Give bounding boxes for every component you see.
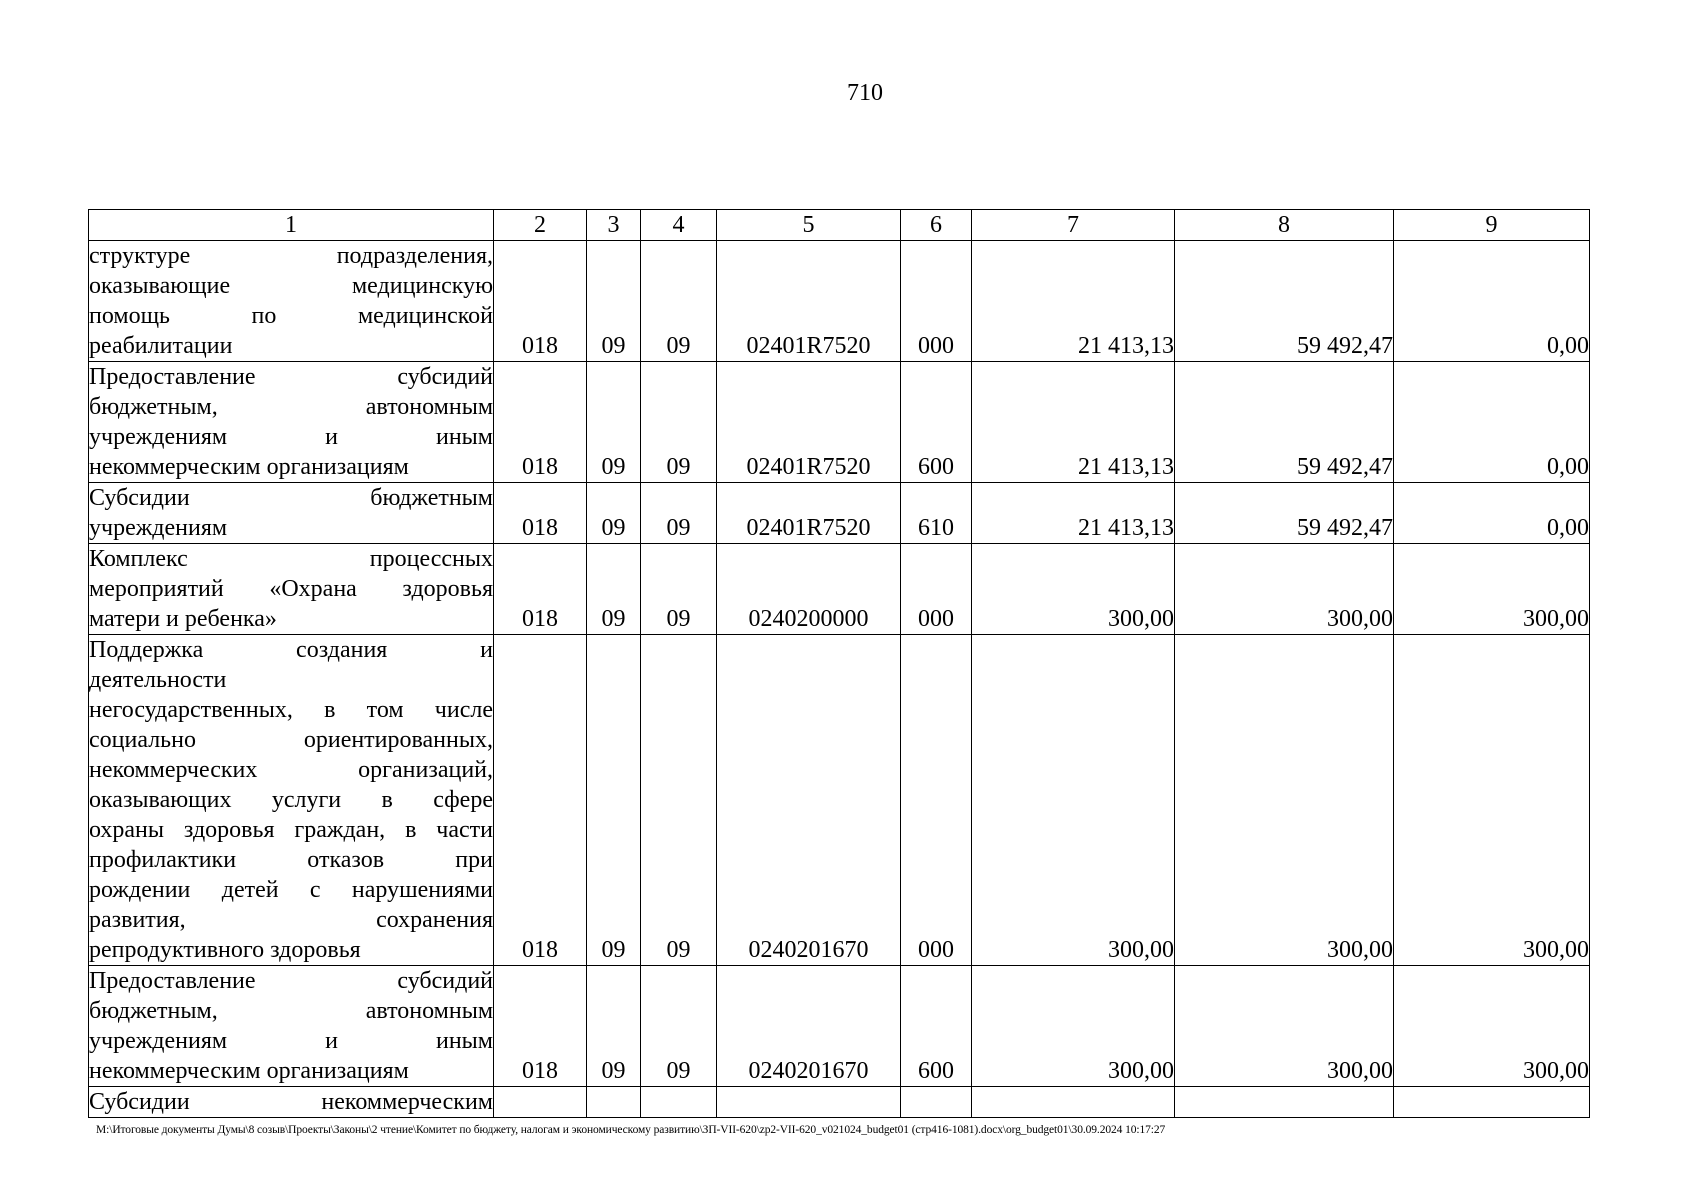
header-row: [89, 210, 1590, 241]
expense-type-cell: 000: [901, 635, 972, 966]
amount-cell: 300,00: [1394, 635, 1590, 966]
row-name-line: учреждениям: [89, 515, 228, 541]
row-name-line: некоммерческим организациям: [89, 454, 409, 480]
row-name-line: оказывающих услуги в сфере: [89, 787, 493, 813]
column-header: 8: [1175, 210, 1394, 241]
table-row: [89, 635, 1590, 966]
table-row: [89, 362, 1590, 483]
amount-cell: 21 413,13: [972, 362, 1175, 483]
expense-type-cell: 000: [901, 544, 972, 635]
table-row: [89, 483, 1590, 544]
row-name-line: помощь по медицинской: [89, 303, 493, 329]
row-name-line: бюджетным, автономным: [89, 394, 493, 420]
row-name-line: Поддержка создания и: [89, 637, 493, 663]
row-name-line: учреждениям и иным: [89, 1028, 493, 1054]
empty-cell: [901, 1087, 972, 1118]
amount-cell: 0,00: [1394, 483, 1590, 544]
column-header: 6: [901, 210, 972, 241]
row-name-line: бюджетным, автономным: [89, 998, 493, 1024]
target-article-cell: 0240200000: [717, 544, 901, 635]
admin-code-cell: 018: [494, 241, 587, 362]
column-header: 1: [89, 210, 494, 241]
row-name-line: матери и ребенка»: [89, 606, 277, 632]
section-code-cell: 09: [587, 362, 641, 483]
column-header: 5: [717, 210, 901, 241]
empty-cell: [641, 1087, 717, 1118]
row-name-line: охраны здоровья граждан, в части: [89, 817, 493, 843]
page-number: 710: [847, 80, 883, 106]
row-name-line: некоммерческим организациям: [89, 1058, 409, 1084]
column-header: 9: [1394, 210, 1590, 241]
subsection-code-cell: 09: [641, 966, 717, 1087]
table-row: [89, 1087, 1590, 1118]
row-name-cell: [89, 362, 494, 483]
admin-code-cell: 018: [494, 483, 587, 544]
empty-cell: [587, 1087, 641, 1118]
file-path-footer: M:\Итоговые документы Думы\8 созыв\Проекты\Законы\2 чтение\Комитет по бюджету, налогам и экономическому развитию\ЗП-VII-620\zp2-VII-620_v021024_budget01 (стр416-1081).docx\org_budget01\30.09.2024 10:17:27: [96, 1124, 1166, 1136]
row-name-cell: [89, 241, 494, 362]
subsection-code-cell: 09: [641, 362, 717, 483]
amount-cell: 300,00: [1175, 966, 1394, 1087]
amount-cell: 59 492,47: [1175, 241, 1394, 362]
amount-cell: 59 492,47: [1175, 483, 1394, 544]
row-name-line: негосударственных, в том числе: [89, 697, 493, 723]
row-name-line: Комплекс процессных: [89, 546, 493, 572]
section-code-cell: 09: [587, 635, 641, 966]
row-name-cell: Субсидии некоммерческим: [89, 1087, 494, 1118]
empty-cell: [494, 1087, 587, 1118]
empty-cell: [972, 1087, 1175, 1118]
empty-cell: [717, 1087, 901, 1118]
row-name-line: оказывающие медицинскую: [89, 273, 493, 299]
expense-type-cell: 610: [901, 483, 972, 544]
section-code-cell: 09: [587, 544, 641, 635]
section-code-cell: 09: [587, 483, 641, 544]
target-article-cell: 02401R7520: [717, 241, 901, 362]
table-row: [89, 966, 1590, 1087]
table-row: [89, 544, 1590, 635]
row-name-line: некоммерческих организаций,: [89, 757, 493, 783]
row-name-line: учреждениям и иным: [89, 424, 493, 450]
table-row: [89, 241, 1590, 362]
subsection-code-cell: 09: [641, 241, 717, 362]
column-header: 4: [641, 210, 717, 241]
amount-cell: 59 492,47: [1175, 362, 1394, 483]
row-name-line: социально ориентированных,: [89, 727, 493, 753]
row-name-cell: [89, 966, 494, 1087]
expense-type-cell: 600: [901, 362, 972, 483]
amount-cell: 300,00: [972, 544, 1175, 635]
admin-code-cell: 018: [494, 966, 587, 1087]
row-name-line: Предоставление субсидий: [89, 968, 493, 994]
empty-cell: [1175, 1087, 1394, 1118]
amount-cell: 21 413,13: [972, 241, 1175, 362]
admin-code-cell: 018: [494, 362, 587, 483]
row-name-line: структуре подразделения,: [89, 243, 493, 269]
row-name-line: репродуктивного здоровья: [89, 937, 361, 963]
row-name-line: деятельности: [89, 667, 227, 693]
budget-table: [88, 209, 1590, 1118]
row-name-cell: [89, 483, 494, 544]
section-code-cell: 09: [587, 966, 641, 1087]
amount-cell: 300,00: [1394, 544, 1590, 635]
amount-cell: 300,00: [1175, 544, 1394, 635]
amount-cell: 0,00: [1394, 362, 1590, 483]
amount-cell: 300,00: [1394, 966, 1590, 1087]
column-header: 7: [972, 210, 1175, 241]
amount-cell: 300,00: [972, 966, 1175, 1087]
amount-cell: 0,00: [1394, 241, 1590, 362]
row-name-line: мероприятий «Охрана здоровья: [89, 576, 493, 602]
subsection-code-cell: 09: [641, 635, 717, 966]
target-article-cell: 0240201670: [717, 635, 901, 966]
admin-code-cell: 018: [494, 544, 587, 635]
column-header: 2: [494, 210, 587, 241]
subsection-code-cell: 09: [641, 483, 717, 544]
row-name-line: рождении детей с нарушениями: [89, 877, 493, 903]
target-article-cell: 02401R7520: [717, 362, 901, 483]
row-name-line: Субсидии бюджетным: [89, 485, 493, 511]
row-name-line: развития, сохранения: [89, 907, 493, 933]
row-name-cell: [89, 635, 494, 966]
row-name-cell: [89, 544, 494, 635]
table-body: [89, 241, 1590, 1118]
column-header: 3: [587, 210, 641, 241]
expense-type-cell: 000: [901, 241, 972, 362]
admin-code-cell: 018: [494, 635, 587, 966]
amount-cell: 300,00: [1175, 635, 1394, 966]
subsection-code-cell: 09: [641, 544, 717, 635]
section-code-cell: 09: [587, 241, 641, 362]
empty-cell: [1394, 1087, 1590, 1118]
target-article-cell: 0240201670: [717, 966, 901, 1087]
row-name-line: профилактики отказов при: [89, 847, 493, 873]
expense-type-cell: 600: [901, 966, 972, 1087]
amount-cell: 300,00: [972, 635, 1175, 966]
amount-cell: 21 413,13: [972, 483, 1175, 544]
row-name-line: Предоставление субсидий: [89, 364, 493, 390]
target-article-cell: 02401R7520: [717, 483, 901, 544]
row-name-line: реабилитации: [89, 333, 233, 359]
